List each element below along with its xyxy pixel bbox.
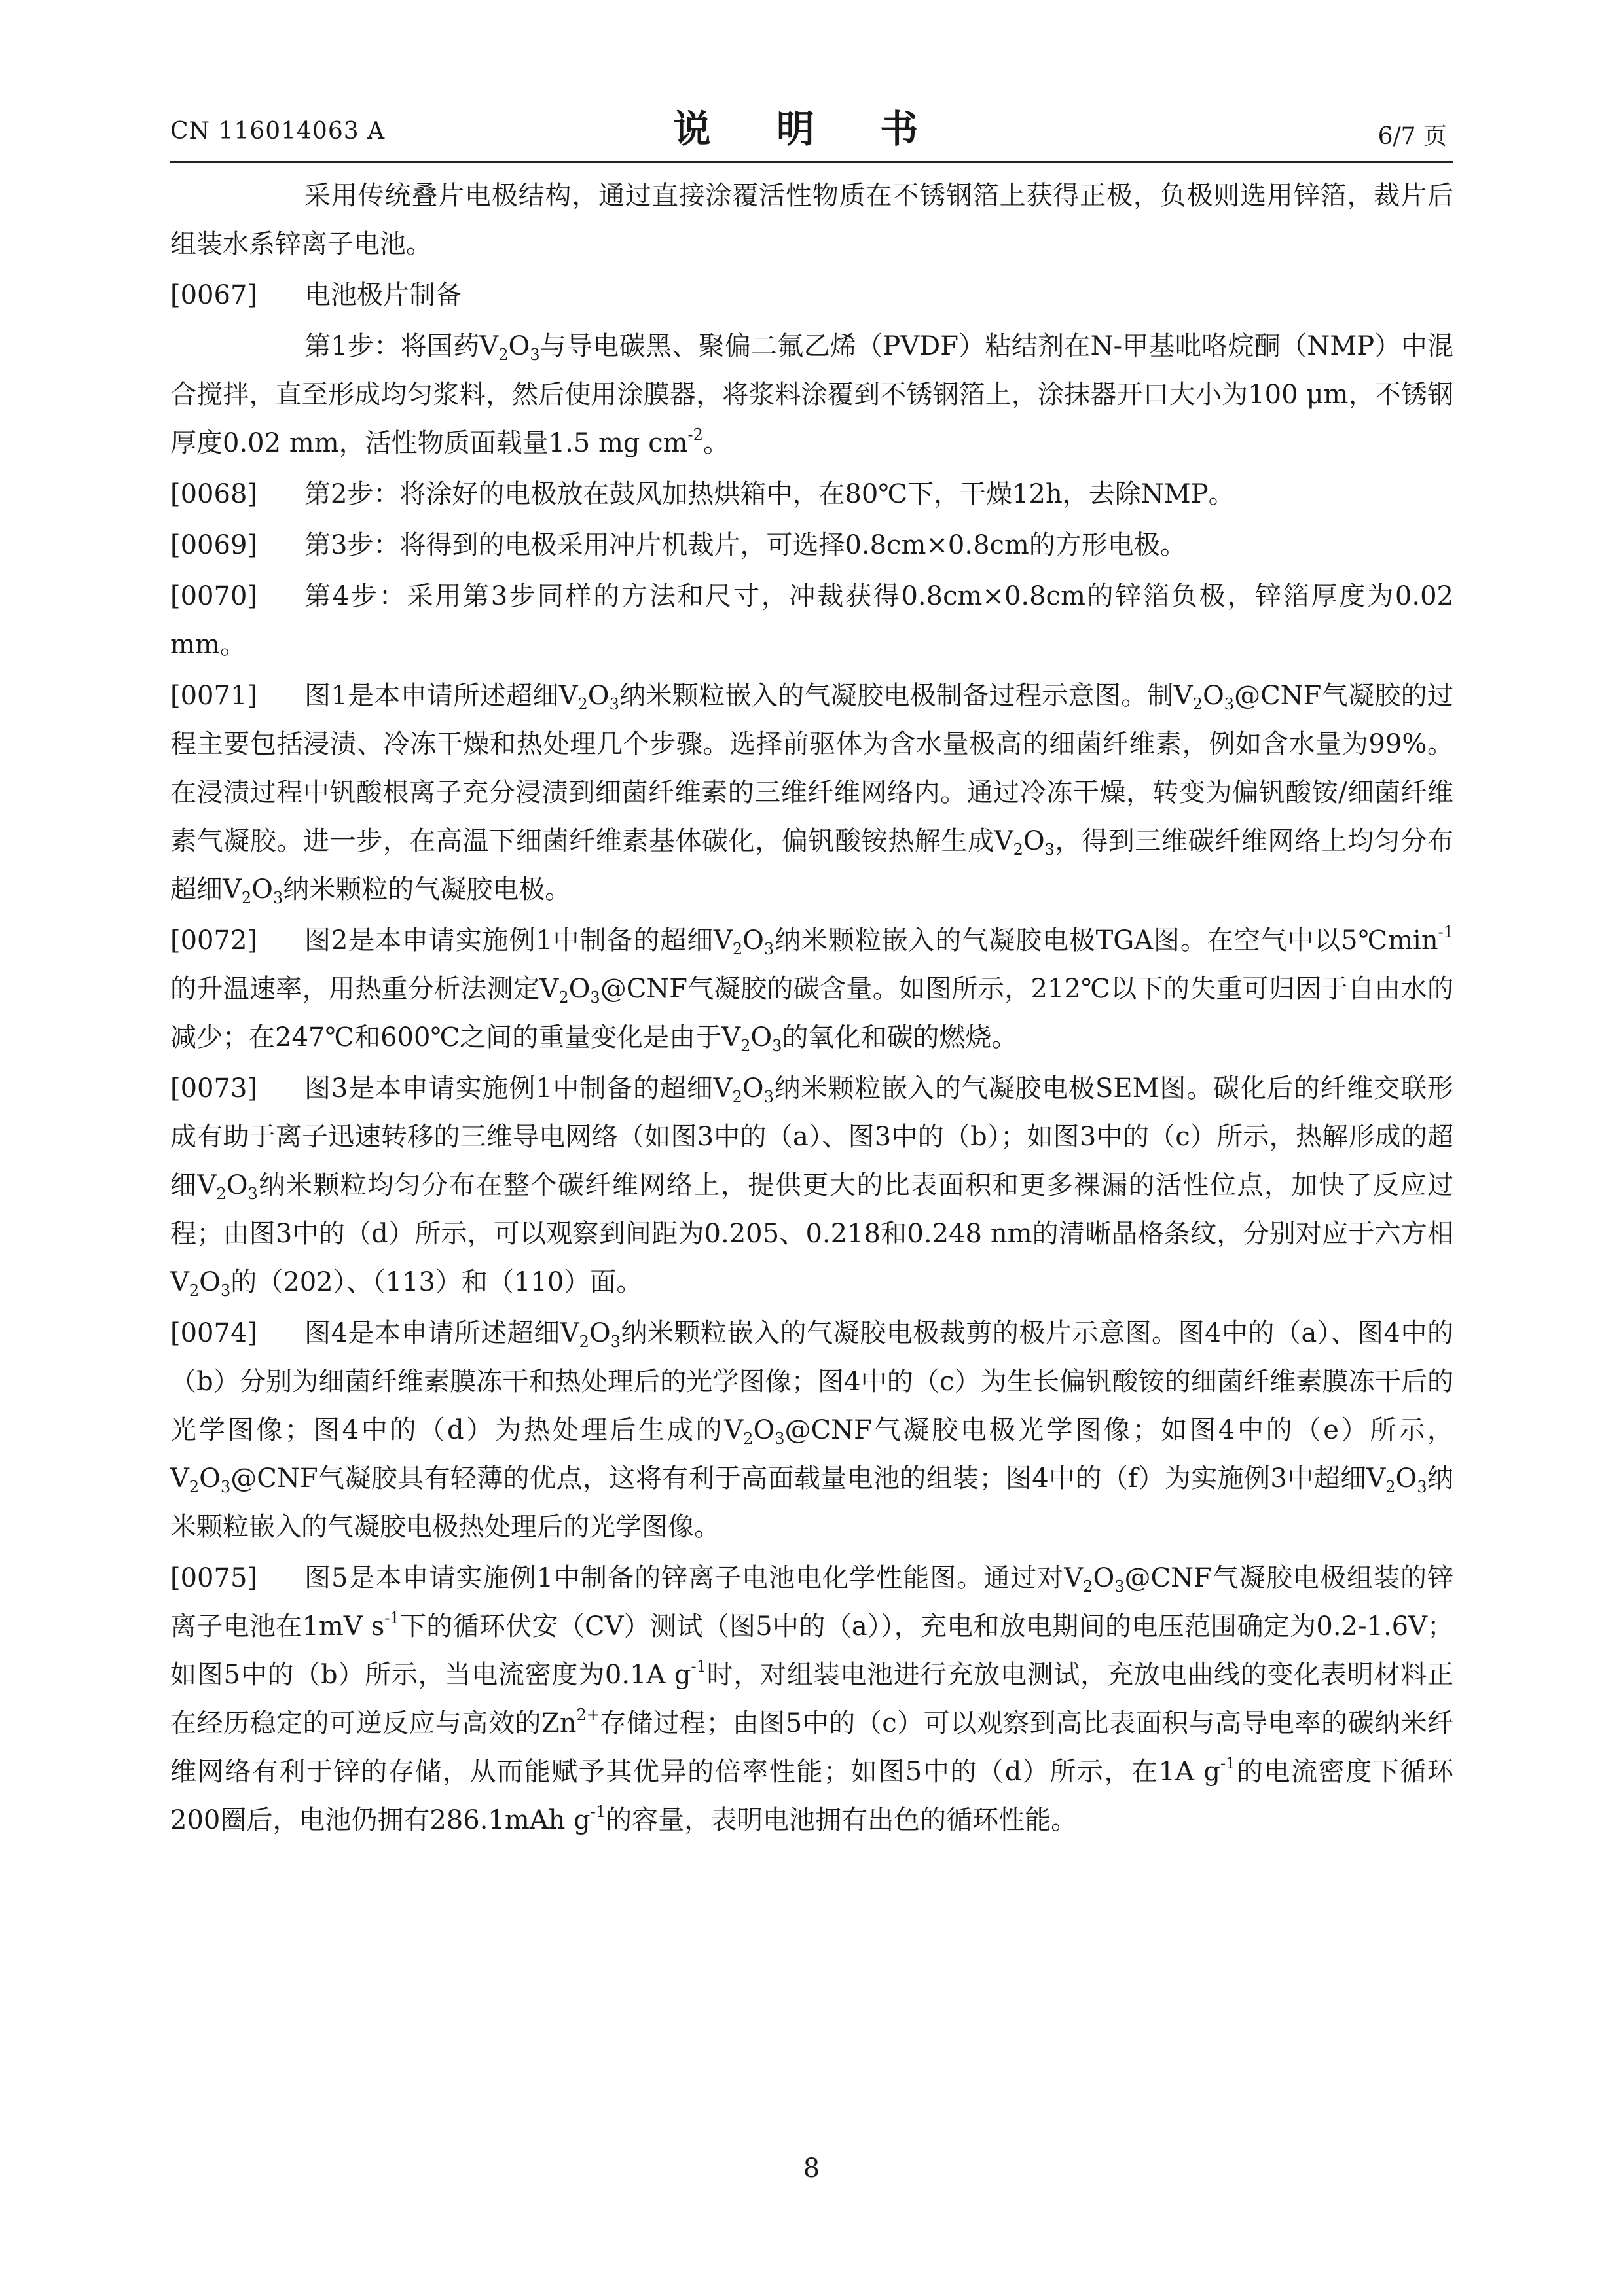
paragraph-text: 采用传统叠片电极结构，通过直接涂覆活性物质在不锈钢箔上获得正极，负极则选用锌箔，裁片后组装水系锌离子电池。 xyxy=(170,181,1453,259)
page-number: 8 xyxy=(803,2153,820,2183)
paragraph-text: 图1是本申请所述超细$V_2O_3$纳米颗粒嵌入的气凝胶电极制备过程示意图。制$V_2O_3@CNF$气凝胶的过程主要包括浸渍、冷冻干燥和热处理几个步骤。选择前驱体为含水量极高的细菌纤维素，例如含水量为99%。在浸渍过程中钒酸根离子充分浸渍到细菌纤维素的三维纤维网络内。通过冷冻干燥，转变为偏钒酸铵/细菌纤维素气凝胶。进一步，在高温下细菌纤维素基体碳化，偏钒酸铵热解生成$V_2O_3$，得到三维碳纤维网络上均匀分布超细$V_2O_3$纳米颗粒的气凝胶电极。 xyxy=(170,681,1454,907)
paragraph-number: [0070] xyxy=(170,581,258,611)
paragraph-number: [0068] xyxy=(170,479,258,509)
paragraph-text: 图3是本申请实施例1中制备的超细$V_2O_3$纳米颗粒嵌入的气凝胶电极SEM图。碳化后的纤维交联形成有助于离子迅速转移的三维导电网络（如图3中的（a）、图3中的（b）；如图3中的（c）所示，热解形成的超细$V_2O_3$纳米颗粒均匀分布在整个碳纤维网络上，提供更大的比表面积和更多裸漏的活性位点，加快了反应过程；由图3中的（d）所示，可以观察到间距为0.205、0.218和0.248 nm的清晰晶格条纹，分别对应于六方相$V_2O_3$的（202）、（113）和（110）面。 xyxy=(170,1073,1454,1300)
paragraph xyxy=(170,572,1453,669)
paragraph-number: [0072] xyxy=(170,925,258,956)
paragraph xyxy=(170,271,1453,319)
paragraph-text: 图2是本申请实施例1中制备的超细$V_2O_3$纳米颗粒嵌入的气凝胶电极TGA图。在空气中以$5℃\min^{-1}$的升温速率，用热重分析法测定$V_2O_3@CNF$气凝胶的碳含量。如图所示，212℃以下的失重可归因于自由水的减少；在247℃和600℃之间的重量变化是由于$V_2O_3$的氧化和碳的燃烧。 xyxy=(170,923,1454,1055)
paragraph xyxy=(170,322,1453,467)
paragraph-text: 第1步：将国药$V_2O_3$与导电碳黑、聚偏二氟乙烯（PVDF）粘结剂在N-甲基吡咯烷酮（NMP）中混合搅拌，直至形成均匀浆料，然后使用涂膜器，将浆料涂覆到不锈钢箔上，涂抹器开口大小为100 μm，不锈钢厚度0.02 mm，活性物质面载量1.5 mg $cm^{-2}$。 xyxy=(170,331,1453,458)
paragraph xyxy=(170,1554,1453,1844)
header-rule xyxy=(170,161,1453,163)
paragraph xyxy=(170,1064,1453,1306)
paragraph-number: [0069] xyxy=(170,530,258,560)
paragraph-text: 图4是本申请所述超细$V_2O_3$纳米颗粒嵌入的气凝胶电极裁剪的极片示意图。图4中的（a）、图4中的（b）分别为细菌纤维素膜冻干和热处理后的光学图像；图4中的（c）为生长偏钒酸铵的细菌纤维素膜冻干后的光学图像；图4中的（d）为热处理后生成的$V_2O_3@CNF$气凝胶电极光学图像；如图4中的（e）所示，$V_2O_3@CNF$气凝胶具有轻薄的优点，这将有利于高面载量电池的组装；图4中的（f）为实施例3中超细$V_2O_3$纳米颗粒嵌入的气凝胶电极热处理后的光学图像。 xyxy=(170,1318,1454,1542)
paragraph-text: 电池极片制备 xyxy=(304,280,462,310)
paragraph-number: [0071] xyxy=(170,681,258,711)
paragraph-number: [0074] xyxy=(170,1318,258,1348)
paragraph xyxy=(170,521,1453,569)
document-id: CN 116014063 A xyxy=(170,118,386,145)
paragraph xyxy=(170,171,1453,268)
paragraph-text: 图5是本申请实施例1中制备的锌离子电池电化学性能图。通过对$V_2O_3@CNF$气凝胶电极组装的锌离子电池在1mV $s^{-1}$下的循环伏安（CV）测试（图5中的（a）），充电和放电期间的电压范围确定为0.2-1.6V；如图5中的（b）所示，当电流密度为0.1A $g^{-1}$时，对组装电池进行充放电测试，充放电曲线的变化表明材料正在经历稳定的可逆反应与高效的$Zn^{2+}$存储过程；由图5中的（c）可以观察到高比表面积与高导电率的碳纳米纤维网络有利于锌的存储，从而能赋予其优异的倍率性能；如图5中的（d）所示，在1A $g^{-1}$的电流密度下循环200圈后，电池仍拥有286.1mAh $g^{-1}$的容量，表明电池拥有出色的循环性能。 xyxy=(170,1563,1454,1835)
paragraph xyxy=(170,672,1453,914)
paragraph-text: 第3步：将得到的电极采用冲片机裁片，可选择0.8cm×0.8cm的方形电极。 xyxy=(304,530,1186,560)
paragraph xyxy=(170,916,1453,1062)
paragraph-number: [0075] xyxy=(170,1563,258,1593)
document-title: 说 明 书 xyxy=(672,107,945,151)
paragraph xyxy=(170,1309,1453,1551)
paragraph-text: 第4步：采用第3步同样的方法和尺寸，冲裁获得0.8cm×0.8cm的锌箔负极，锌箔厚度为0.02 mm。 xyxy=(170,581,1453,660)
paragraph-text: 第2步：将涂好的电极放在鼓风加热烘箱中，在80℃下，干燥12h，去除NMP。 xyxy=(304,479,1235,509)
paragraph-number: [0067] xyxy=(170,280,258,310)
page-header xyxy=(170,98,1447,157)
paragraph xyxy=(170,470,1453,518)
document-body xyxy=(170,171,1453,1847)
paragraph-number: [0073] xyxy=(170,1073,258,1103)
page-info: 6/7 页 xyxy=(1377,123,1447,150)
